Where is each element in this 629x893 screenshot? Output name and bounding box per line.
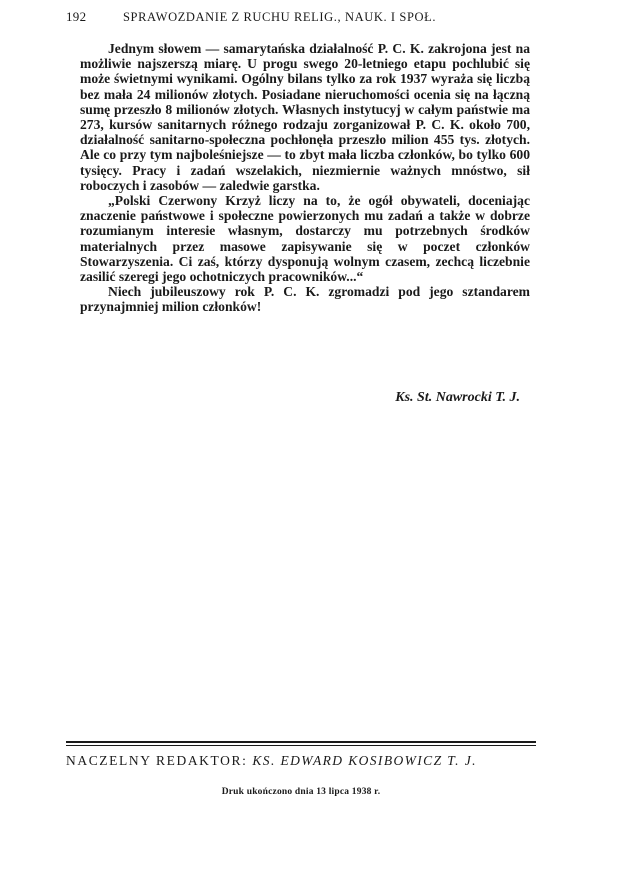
page-number: 192 [66, 9, 87, 24]
running-title: SPRAWOZDANIE Z RUCHU RELIG., NAUK. I SPOŁ. [123, 10, 437, 24]
paragraph: Niech jubileuszowy rok P. C. K. zgromadzi pod jego sztandarem przynajmniej milion członków! [80, 284, 530, 315]
footer-divider-thick [66, 741, 536, 743]
editor-name: KS. EDWARD KOSIBOWICZ T. J. [252, 753, 477, 768]
author-signature: Ks. St. Nawrocki T. J. [395, 390, 520, 405]
editor-label: NACZELNY REDAKTOR: [66, 753, 248, 768]
running-head [66, 8, 546, 26]
footer-divider-thin [66, 745, 536, 746]
print-date-note: Druk ukończono dnia 13 lipca 1938 r. [221, 787, 381, 797]
paragraph: „Polski Czerwony Krzyż liczy na to, że ogół obywateli, doceniając znaczenie państwowe i społeczne powierzonych mu zadań a także w dobrze rozumianym interesie własnym, dostarczy mu potrzebnych środków materialnych przez masowe zapisywanie się w poczet członków Stowarzyszenia. Ci zaś, którzy dysponują wolnym czasem, zechcą liczebnie zasilić szeregi jego ochotniczych pracowników...“ [80, 193, 530, 285]
editor-credit [66, 753, 536, 769]
paragraph: Jednym słowem — samarytańska działalność P. C. K. zakrojona jest na możliwie najszerszą miarę. U progu swego 20-letniego etapu pochlubić się może świetnymi wynikami. Ogólny bilans tylko za rok 1937 wyraża się liczbą bez mała 24 milionów złotych. Posiadane nieruchomości ocenia się na łączną sumę przeszło 8 milionów złotych. Własnych instytucyj w całym państwie ma 273, kursów sanitarnych różnego rodzaju zorganizował P. C. K. około 700, działalność sanitarno-społeczna pochłonęła przeszło milion 455 tys. złotych. Ale co przy tym najboleśniejsze — to zbyt mała liczba członków, bo tylko 600 tysięcy. Pracy i zadań wszelakich, niezmiernie ważnych mnóstwo, sił roboczych i zasobów — zaledwie garstka. [80, 41, 530, 193]
article-body [80, 41, 530, 315]
